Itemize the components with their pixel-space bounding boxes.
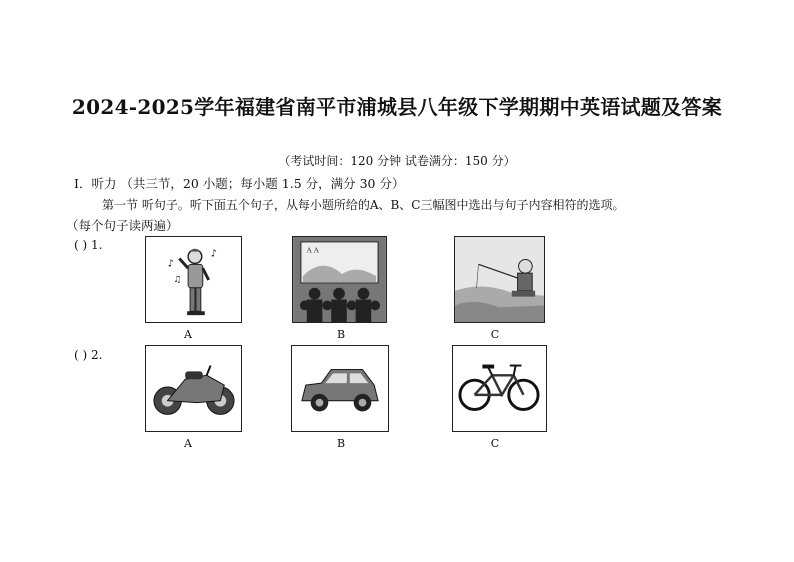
question-1-option-c-label: C [490, 328, 500, 341]
document-title: 2024-2025学年福建省南平市浦城县八年级下学期期中英语试题及答案 [71, 95, 723, 119]
question-2-option-a-label: A [184, 437, 192, 450]
question-2-option-b-picture[interactable] [291, 345, 389, 432]
question-1-number: ( ) 1. [74, 238, 103, 252]
question-2-option-c-label: C [490, 437, 500, 450]
question-1-option-a-label: A [184, 328, 192, 341]
question-1-option-c-picture[interactable] [454, 236, 545, 323]
question-1-option-a-picture[interactable] [145, 236, 242, 323]
question-1-option-b-label: B [336, 328, 346, 341]
svg-text:♪: ♪ [167, 258, 174, 270]
exam-info: （考试时间：120 分钟 试卷满分：150 分） [278, 154, 516, 168]
svg-text:♪: ♪ [210, 248, 217, 260]
question-2-option-a-picture[interactable] [145, 345, 242, 432]
question-2-option-c-picture[interactable] [452, 345, 547, 432]
svg-text:A A: A A [306, 246, 319, 255]
section-heading: Ⅰ．听力 （共三节，20 小题；每小题 1.5 分，满分 30 分） [74, 176, 405, 191]
svg-text:♫: ♫ [173, 274, 182, 285]
question-1-option-b-picture[interactable] [292, 236, 387, 323]
question-2-number: ( ) 2. [74, 348, 103, 362]
reading-note: （每个句子读两遍） [66, 218, 179, 233]
question-2-option-b-label: B [336, 437, 346, 450]
part-instructions: 第一节 听句子。听下面五个句子，从每小题所给的A、B、C三幅图中选出与句子内容相符的选项。 [102, 198, 625, 212]
